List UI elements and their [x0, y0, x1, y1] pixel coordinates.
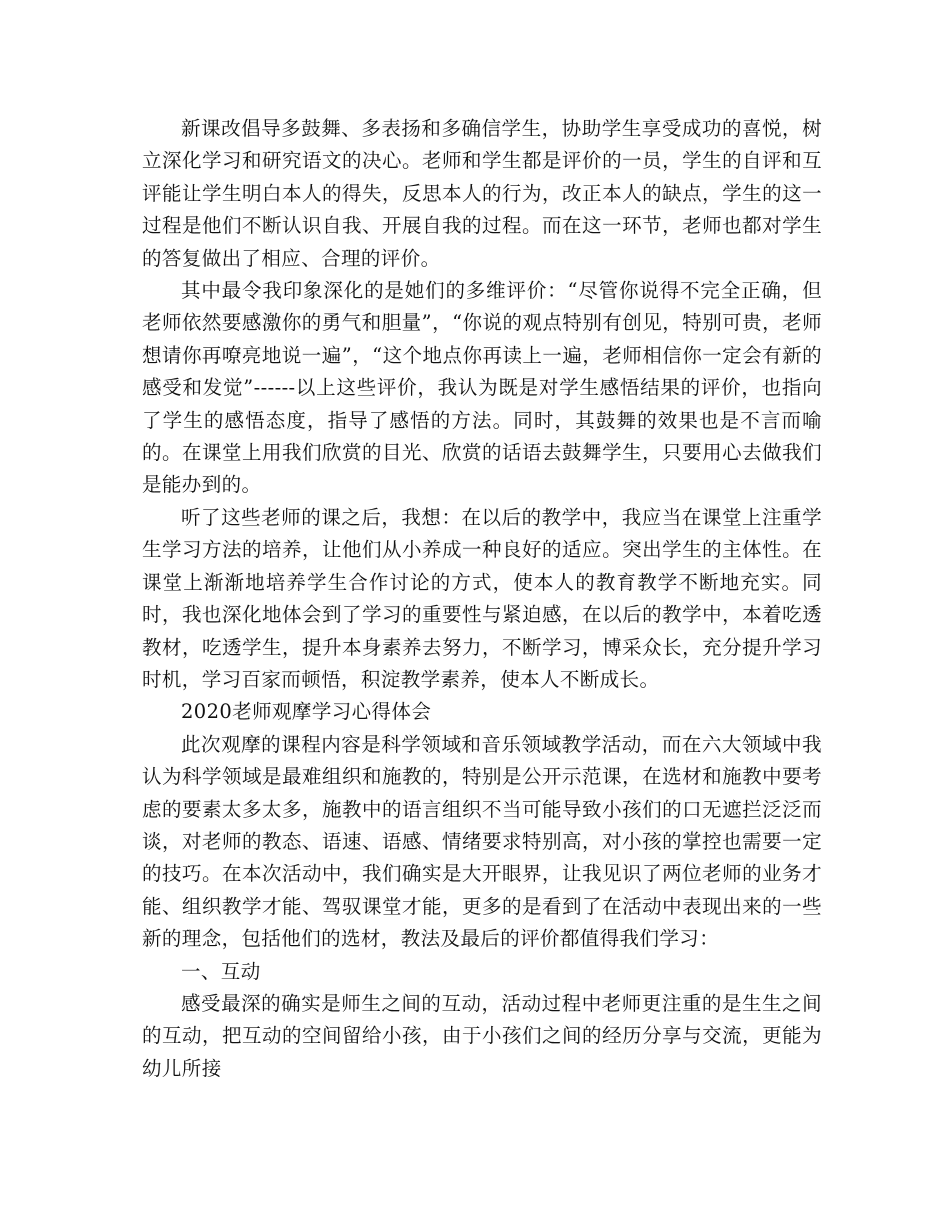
section-heading-2020: 2020老师观摩学习心得体会	[181, 700, 432, 724]
paragraph-multidimensional-evaluation: 其中最令我印象深化的是她们的多维评价：“尽管你说得不完全正确，但老师依然要感激你的勇气和胆量”，“你说的观点特别有创见，特别可贵，老师想请你再嘹亮地说一遍”，“这个地点你再读上一遍，老师相信你一定会有新的感受和发觉”------以上这些评价，我认为既是对学生感悟结果的评价，也指向了学生的感悟态度，指导了感悟的方法。同时，其鼓舞的效果也是不言而喻的。在课堂上用我们欣赏的目光、欣赏的话语去鼓舞学生，只要用心去做我们是能办到的。	[142, 279, 822, 497]
paragraph-reflection: 听了这些老师的课之后，我想：在以后的教学中，我应当在课堂上注重学生学习方法的培养，让他们从小养成一种良好的适应。突出学生的主体性。在课堂上渐渐地培养学生合作讨论的方式，使本人的教育教学不断地充实。同时，我也深化地体会到了学习的重要性与紧迫感，在以后的教学中，本着吃透教材，吃透学生，提升本身素养去努力，不断学习，博采众长，充分提升学习时机，学习百家而顿悟，积淀教学素养，使本人不断成长。	[142, 505, 822, 691]
paragraph-observation: 此次观摩的课程内容是科学领域和音乐领域教学活动，而在六大领域中我认为科学领域是最难组织和施教的，特别是公开示范课，在选材和施教中要考虑的要素太多太多，施教中的语言组织不当可能导致小孩们的口无遮拦泛泛而谈，对老师的教态、语速、语感、情绪要求特别高，对小孩的掌控也需要一定的技巧。在本次活动中，我们确实是大开眼界，让我见识了两位老师的业务才能、组织教学才能、驾驭课堂才能，更多的是看到了在活动中表现出来的一些新的理念，包括他们的选材，教法及最后的评价都值得我们学习：	[142, 732, 822, 951]
paragraph-interaction: 感受最深的确实是师生之间的互动，活动过程中老师更注重的是生生之间的互动，把互动的空间留给小孩，由于小孩们之间的经历分享与交流，更能为幼儿所接	[142, 991, 822, 1080]
section-heading-interaction: 一、互动	[181, 959, 261, 983]
document-page	[142, 113, 822, 1085]
paragraph-evaluation-intro: 新课改倡导多鼓舞、多表扬和多确信学生，协助学生享受成功的喜悦，树立深化学习和研究语文的决心。老师和学生都是评价的一员，学生的自评和互评能让学生明白本人的得失，反思本人的行为，改正本人的缺点，学生的这一过程是他们不断认识自我、开展自我的过程。而在这一环节，老师也都对学生的答复做出了相应、合理的评价。	[142, 117, 822, 270]
